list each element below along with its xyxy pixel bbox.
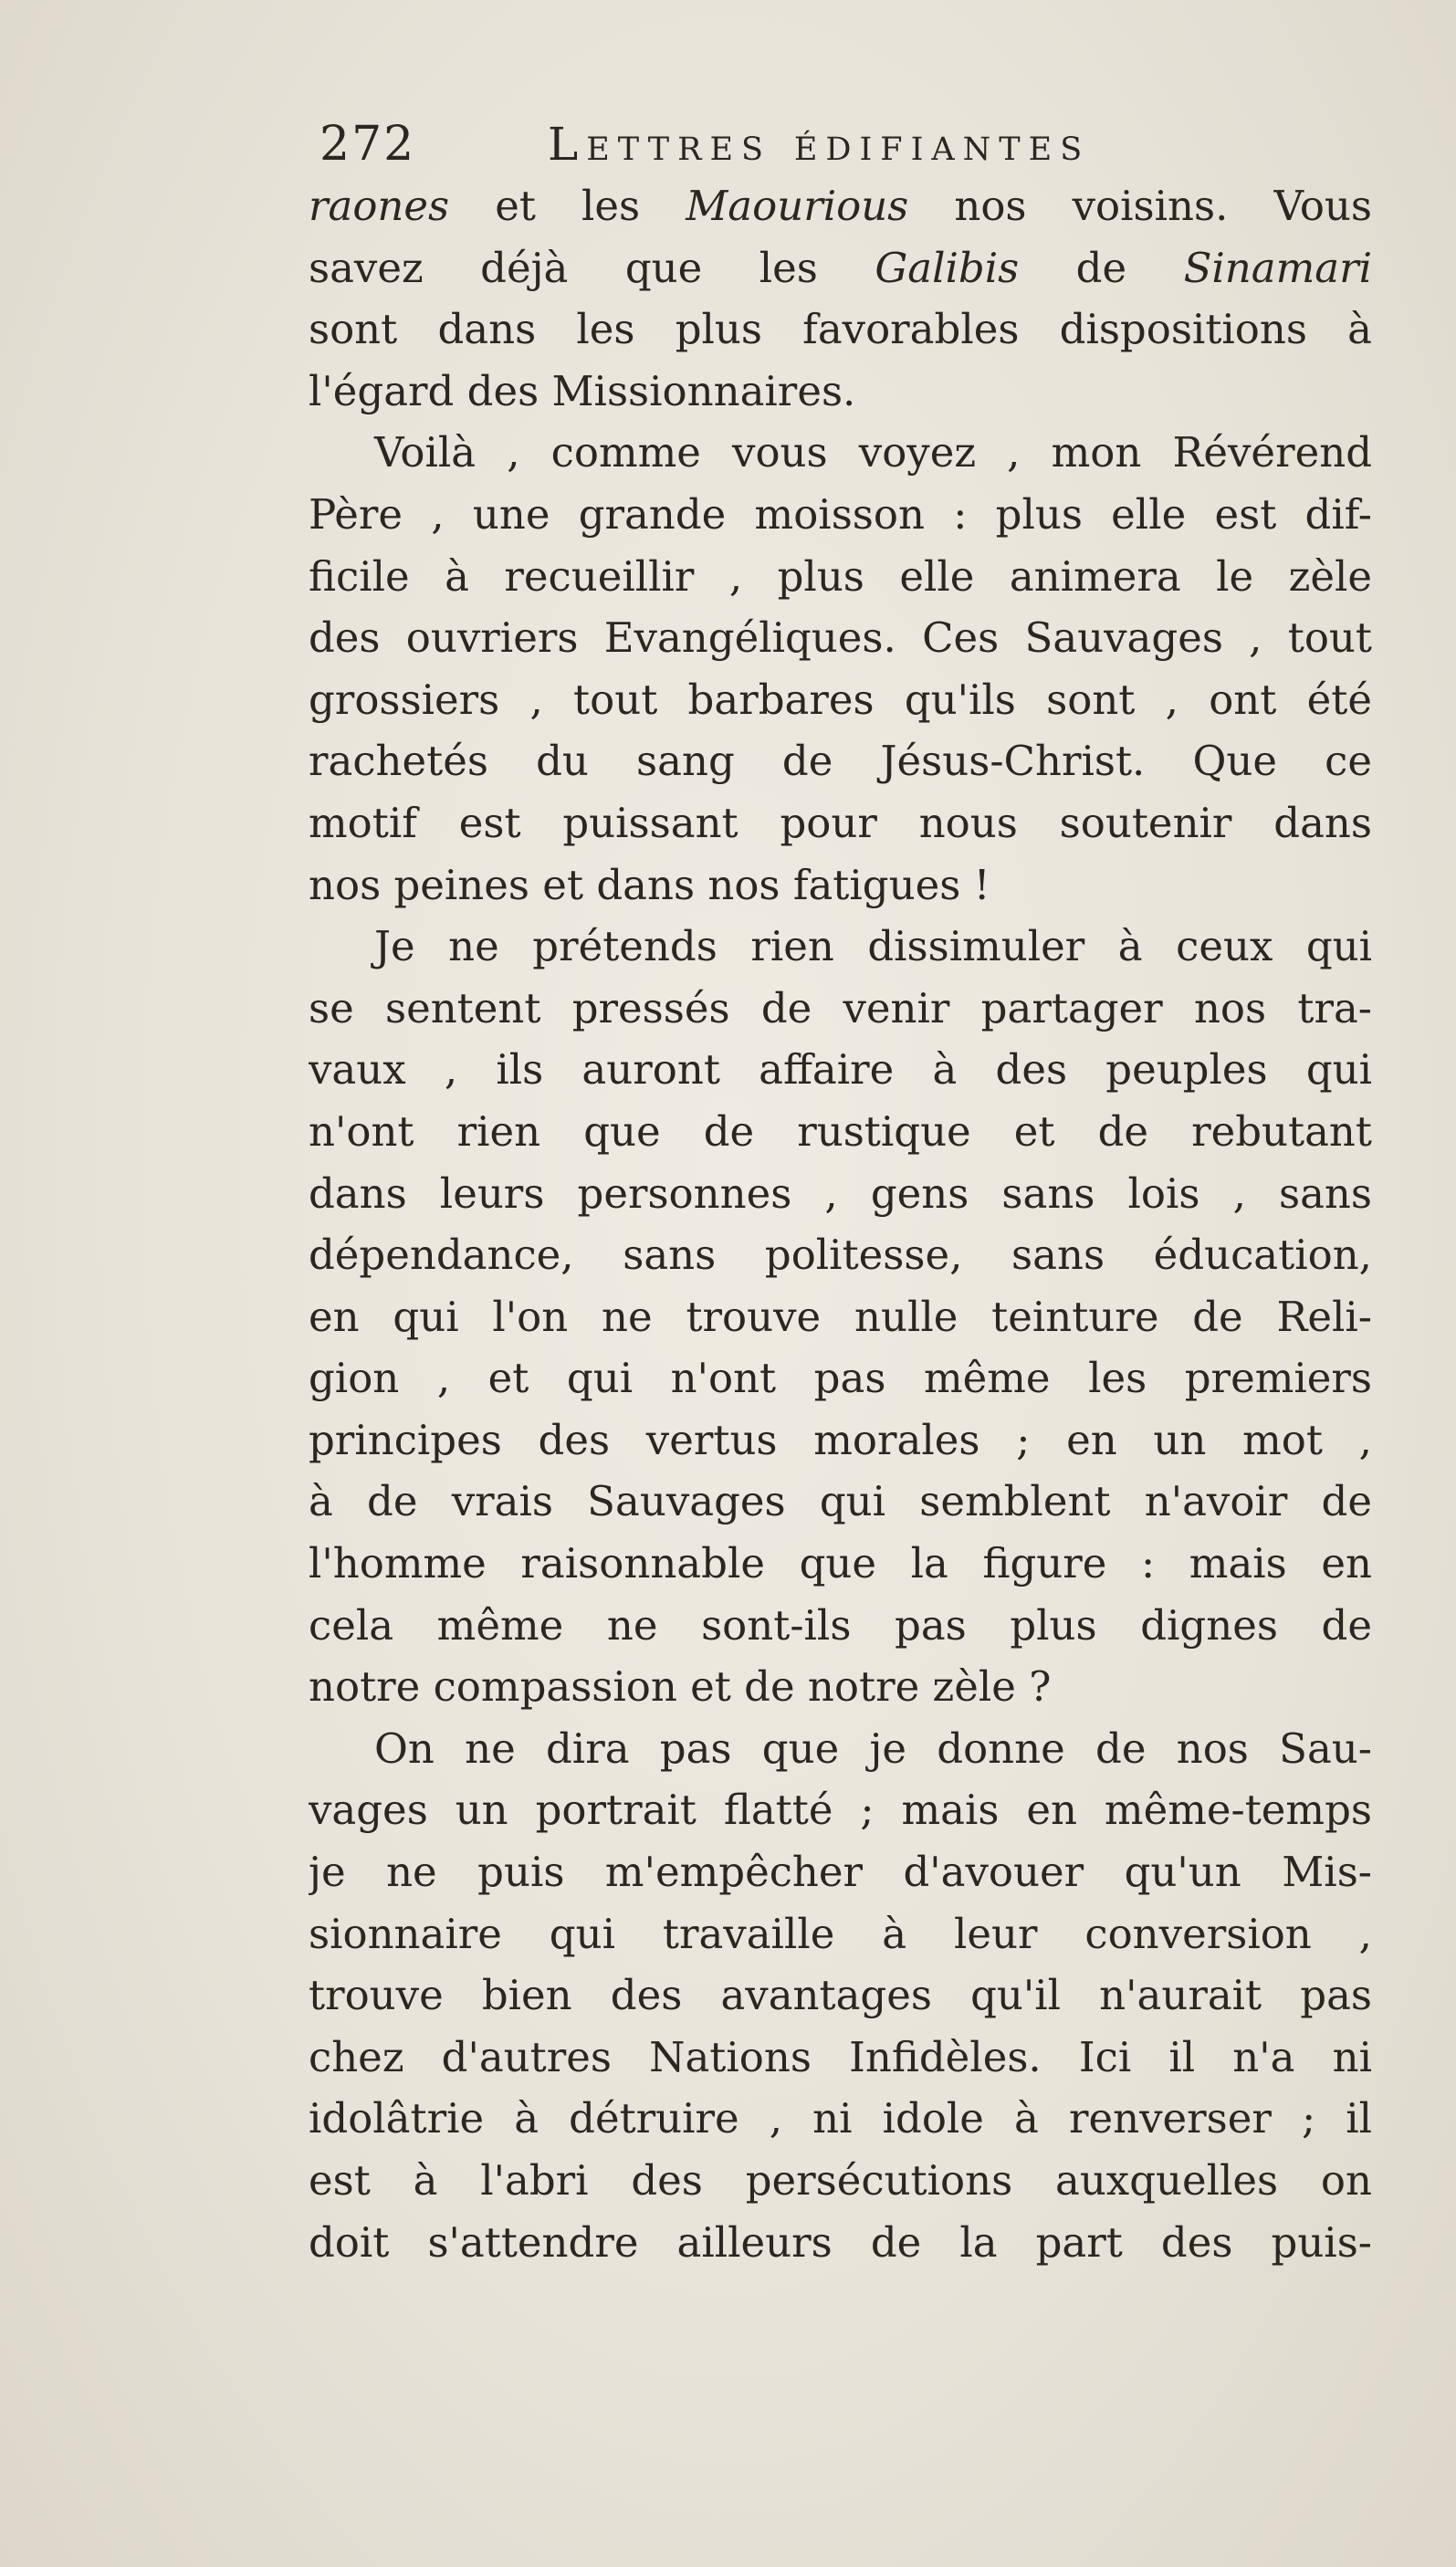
text-line: principes des vertus morales ; en un mot ,: [309, 1415, 1372, 1464]
page-number: 272: [319, 117, 416, 172]
page-header: [319, 117, 1090, 181]
text-line: chez d'autres Nations Infidèles. Ici il n'a ni: [309, 2032, 1372, 2081]
text-line: des ouvriers Evangéliques. Ces Sauvages , tout: [309, 613, 1372, 663]
text-line: je ne puis m'empêcher d'avouer qu'un Mis-: [309, 1848, 1372, 1897]
text-line: en qui l'on ne trouve nulle teinture de Reli-: [309, 1292, 1372, 1341]
text-line: l'homme raisonnable que la figure : mais en: [309, 1539, 1372, 1588]
text-line: motif est puissant pour nous soutenir dans: [309, 798, 1372, 847]
text-line: Je ne prétends rien dissimuler à ceux qui: [374, 922, 1372, 971]
text-line: doit s'attendre ailleurs de la part des puis-: [309, 2217, 1372, 2267]
text-line: ficile à recueillir , plus elle animera le zèle: [309, 551, 1372, 601]
running-title: Lettres édifiantes: [548, 118, 1091, 171]
text-line: idolâtrie à détruire , ni idole à renverser ; il: [309, 2094, 1372, 2143]
text-line: Père , une grande moisson : plus elle est dif-: [309, 489, 1372, 539]
text-line: raones et les Maourious nos voisins. Vous: [309, 182, 1372, 230]
text-line: rachetés du sang de Jésus-Christ. Que ce: [309, 737, 1372, 786]
text-line: est à l'abri des persécutions auxquelles on: [309, 2156, 1372, 2205]
text-line: gion , et qui n'ont pas même les premiers: [309, 1354, 1372, 1403]
text-line: Voilà , comme vous voyez , mon Révérend: [374, 428, 1372, 477]
text-line: sont dans les plus favorables dispositions à: [309, 305, 1372, 354]
text-line: n'ont rien que de rustique et de rebutant: [309, 1106, 1372, 1156]
text-line: vaux , ils auront affaire à des peuples qui: [309, 1045, 1372, 1095]
text-line: vages un portrait flatté ; mais en même-temps: [309, 1786, 1372, 1835]
text-line: grossiers , tout barbares qu'ils sont , ont été: [309, 675, 1372, 724]
body-text: [309, 175, 1372, 2273]
text-line: savez déjà que les Galibis de Sinamari: [309, 243, 1372, 292]
text-line: trouve bien des avantages qu'il n'aurait pas: [309, 1971, 1372, 2020]
text-line: cela même ne sont-ils pas plus dignes de: [309, 1600, 1372, 1650]
text-line: On ne dira pas que je donne de nos Sau-: [374, 1724, 1372, 1773]
text-line: à de vrais Sauvages qui semblent n'avoir de: [309, 1477, 1372, 1526]
text-line: dépendance, sans politesse, sans éducation,: [309, 1231, 1372, 1280]
text-line: notre compassion et de notre zèle ?: [309, 1662, 1052, 1712]
text-line: dans leurs personnes , gens sans lois , sans: [309, 1168, 1372, 1218]
text-line: l'égard des Missionnaires.: [309, 366, 856, 415]
text-line: se sentent pressés de venir partager nos tra-: [309, 983, 1372, 1032]
text-line: nos peines et dans nos fatigues !: [309, 860, 990, 909]
text-line: sionnaire qui travaille à leur conversion ,: [309, 1909, 1372, 1958]
